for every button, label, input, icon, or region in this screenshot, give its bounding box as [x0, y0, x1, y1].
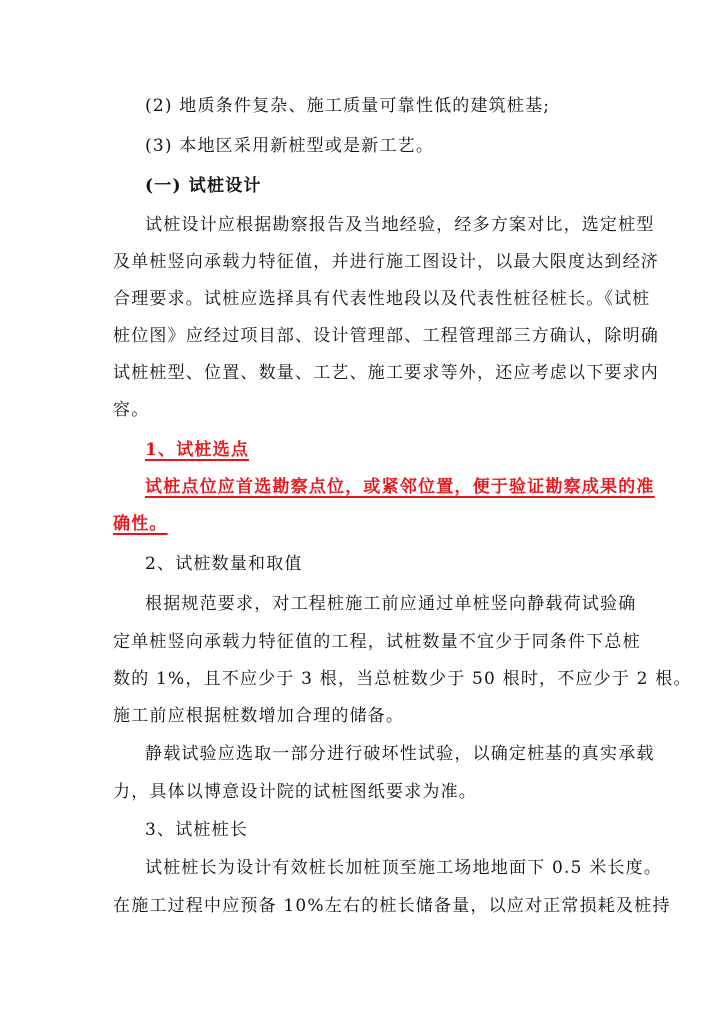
paragraph-line: 定单桩竖向承载力特征值的工程，试桩数量不宜少于同条件下总桩 — [113, 632, 641, 652]
paragraph-line: 施工前应根据桩数增加合理的储备。 — [113, 706, 405, 726]
list-item-3: (3) 本地区采用新桩型或是新工艺。 — [145, 136, 435, 156]
paragraph-line: 试桩桩长为设计有效桩长加桩顶至施工场地地面下 0.5 米长度。 — [145, 858, 663, 878]
paragraph-line: 试桩桩型、位置、数量、工艺、施工要求等外，还应考虑以下要求内 — [113, 363, 659, 383]
paragraph-line: 静载试验应选取一部分进行破坏性试验，以确定桩基的真实承载 — [145, 744, 655, 764]
subheading-trial-pile-length: 3、试桩桩长 — [145, 820, 249, 840]
paragraph-line: 合理要求。试桩应选择具有代表性地段以及代表性桩径桩长。《试桩 — [113, 289, 651, 309]
paragraph-line: 容。 — [113, 400, 150, 420]
paragraph-line: 试桩设计应根据勘察报告及当地经验，经多方案对比，选定桩型 — [145, 215, 655, 235]
section-heading-trial-pile-design: (一) 试桩设计 — [145, 176, 262, 196]
paragraph-line: 根据规范要求，对工程桩施工前应通过单桩竖向静载荷试验确 — [145, 594, 637, 614]
paragraph-line: 桩位图》应经过项目部、设计管理部、工程管理部三方确认，除明确 — [113, 326, 659, 346]
list-item-2: (2) 地质条件复杂、施工质量可靠性低的建筑桩基; — [145, 96, 551, 116]
paragraph-line: 在施工过程中应预备 10%左右的桩长储备量，以应对正常损耗及桩持 — [113, 896, 671, 916]
paragraph-line: 及单桩竖向承载力特征值，并进行施工图设计，以最大限度达到经济 — [113, 252, 659, 272]
paragraph-line: 力，具体以博意设计院的试桩图纸要求为准。 — [113, 782, 477, 802]
highlighted-paragraph-line: 确性。 — [113, 514, 168, 534]
paragraph-line: 数的 1%，且不应少于 3 根，当总桩数少于 50 根时，不应少于 2 根。 — [113, 669, 692, 689]
subheading-trial-pile-location: 1、试桩选点 — [145, 440, 250, 460]
subheading-trial-pile-quantity: 2、试桩数量和取值 — [145, 554, 303, 574]
highlighted-paragraph-line: 试桩点位应首选勘察点位，或紧邻位置，便于验证勘察成果的准 — [145, 477, 655, 497]
